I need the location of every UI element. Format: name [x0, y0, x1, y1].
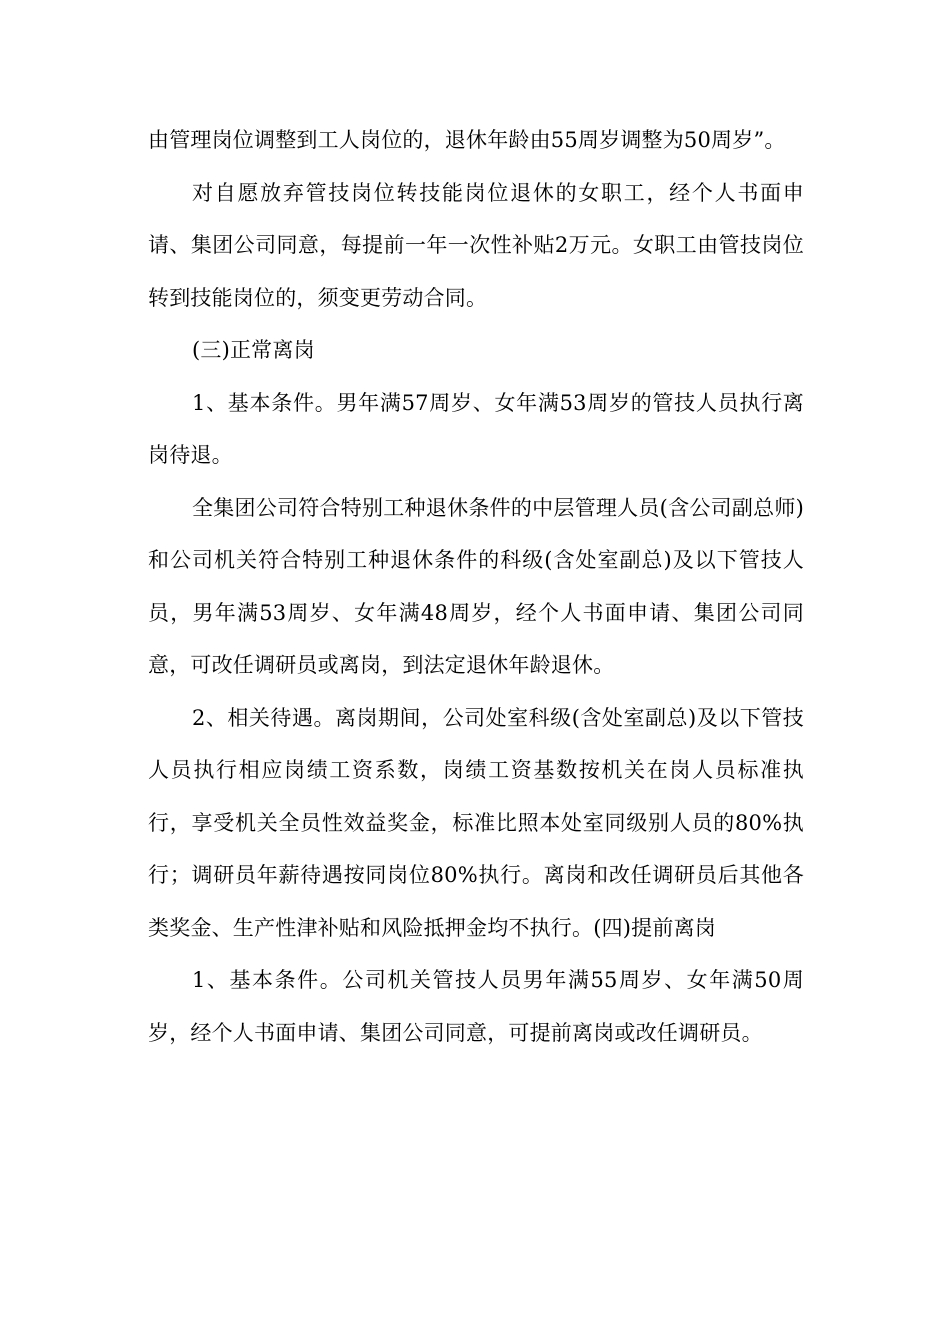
document-body — [148, 114, 804, 1059]
section-heading-normal-leave: (三)正常离岗 — [192, 338, 315, 362]
paragraph-special-work: 全集团公司符合特别工种退休条件的中层管理人员(含公司副总师)和公司机关符合特别工种退休条件的科级(含处室副总)及以下管技人员，男年满53周岁、女年满48周岁，经个人书面申请、集团公司同意，可改任调研员或离岗，到法定退休年龄退休。 — [148, 495, 804, 677]
paragraph-related-treatment: 2、相关待遇。离岗期间，公司处室科级(含处室副总)及以下管技人员执行相应岗绩工资系数，岗绩工资基数按机关在岗人员标准执行，享受机关全员性效益奖金，标准比照本处室同级别人员的80%执行；调研员年薪待遇按同岗位80%执行。离岗和改任调研员后其他各类奖金、生产性津补贴和风险抵押金均不执行。(四)提前离岗 — [148, 705, 804, 940]
paragraph-subsidy: 对自愿放弃管技岗位转技能岗位退休的女职工，经个人书面申请、集团公司同意，每提前一年一次性补贴2万元。女职工由管技岗位转到技能岗位的，须变更劳动合同。 — [148, 180, 804, 310]
paragraph-early-leave-conditions: 1、基本条件。公司机关管技人员男年满55周岁、女年满50周岁，经个人书面申请、集团公司同意，可提前离岗或改任调研员。 — [148, 968, 804, 1045]
paragraph-basic-conditions: 1、基本条件。男年满57周岁、女年满53周岁的管技人员执行离岗待退。 — [148, 390, 804, 467]
paragraph-continuation: 由管理岗位调整到工人岗位的，退休年龄由55周岁调整为50周岁”。 — [148, 128, 786, 152]
